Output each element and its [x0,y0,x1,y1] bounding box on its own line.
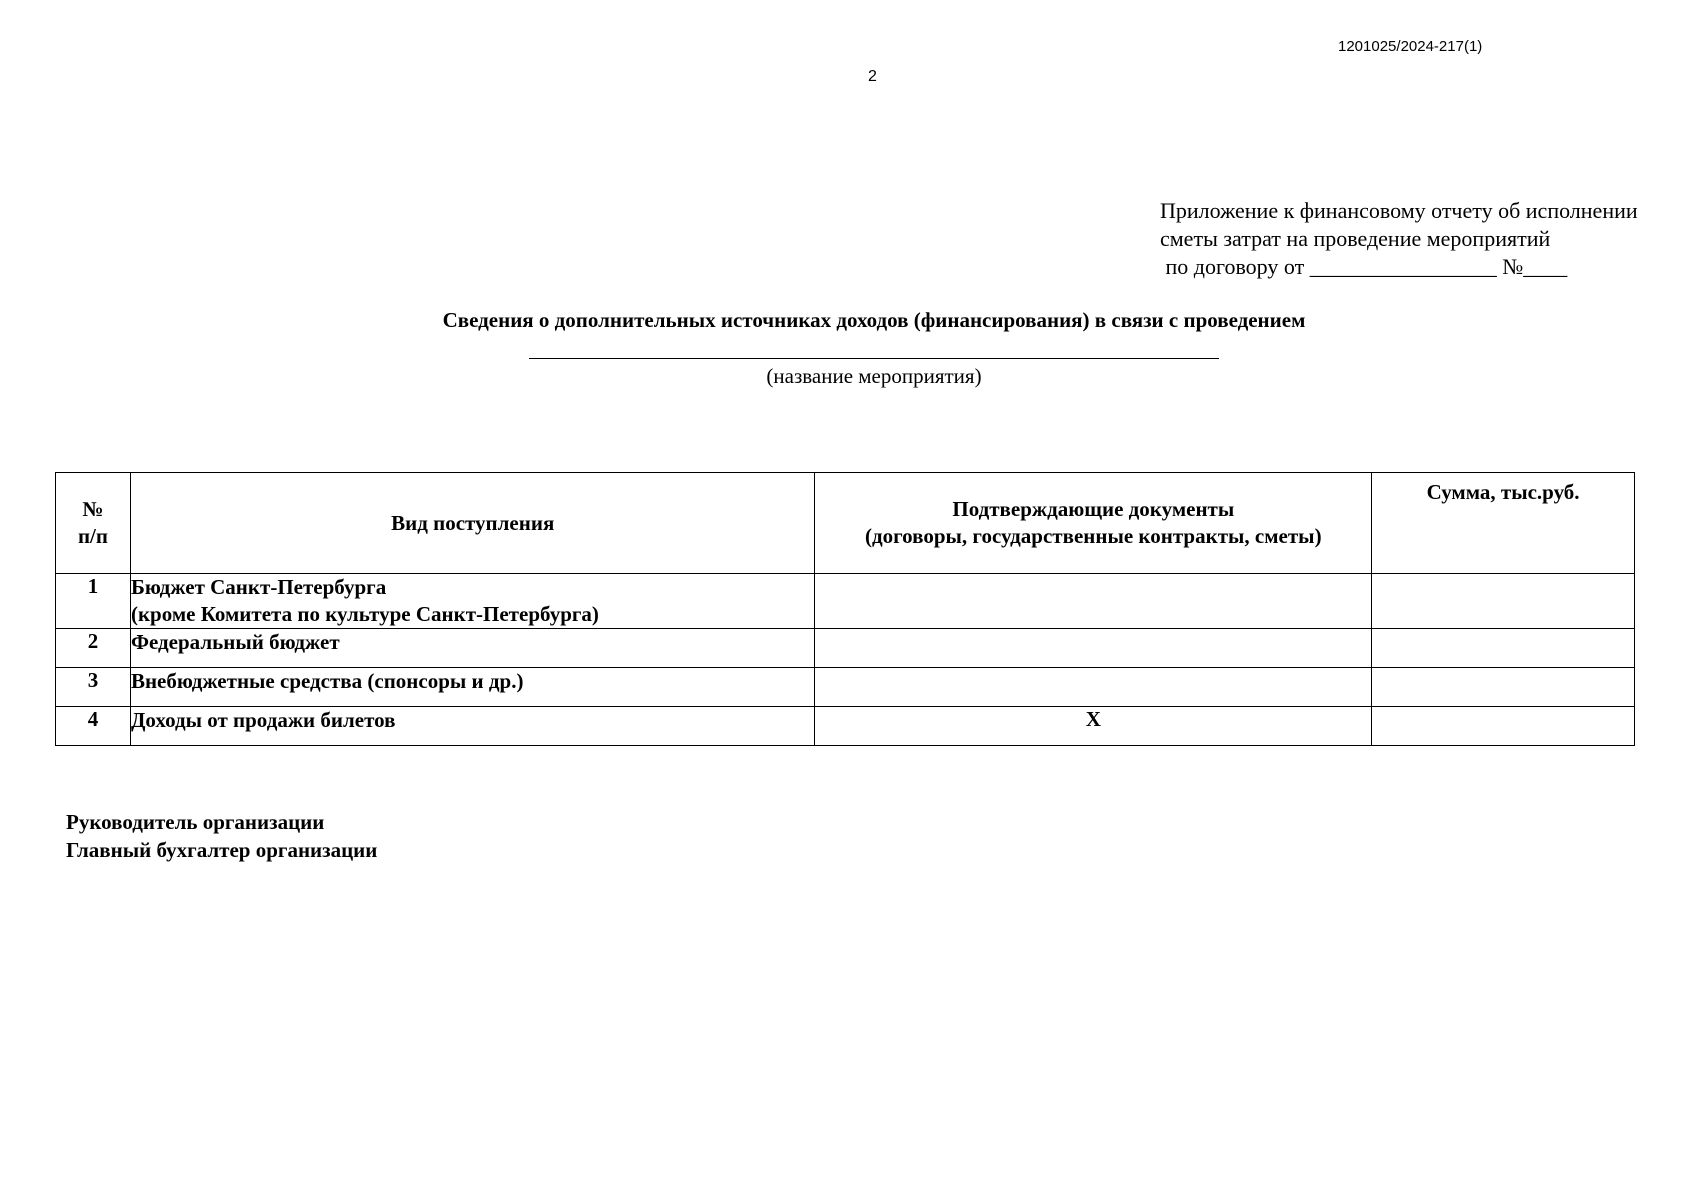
income-sources-table [55,472,1635,746]
row-documents-cell: Х [815,707,1372,746]
table-header-row [56,473,1635,574]
row-income-type: Доходы от продажи билетов [130,707,815,746]
header-sum: Сумма, тыс.руб. [1372,473,1635,574]
event-name-blank-line [529,358,1219,359]
page-number: 2 [868,68,877,85]
header-documents-line-1: Подтверждающие документы [952,497,1235,521]
row-number: 1 [56,574,131,629]
row-sum-cell[interactable] [1372,629,1635,668]
row-documents-cell[interactable] [815,629,1372,668]
appendix-line-3: по договору от _________________ №____ [1160,254,1568,279]
row-income-type: Федеральный бюджет [130,629,815,668]
row-income-type-line-1: Бюджет Санкт-Петербурга [130,575,387,599]
appendix-line-2: сметы затрат на проведение мероприятий [1160,226,1551,251]
header-num-line-2: п/п [77,524,108,548]
table-row [56,574,1635,629]
header-num-line-1: № [82,497,104,521]
appendix-note [1160,197,1638,281]
report-title: Сведения о дополнительных источниках доходов (финансирования) в связи с проведением [442,308,1306,332]
row-documents-cell[interactable] [815,574,1372,629]
appendix-line-1: Приложение к финансовому отчету об исполнении [1160,198,1638,223]
row-documents-cell[interactable] [815,668,1372,707]
row-number: 2 [56,629,131,668]
table-row [56,629,1635,668]
row-sum-cell[interactable] [1372,668,1635,707]
table-row [56,668,1635,707]
document-number: 1201025/2024-217(1) [1338,38,1483,55]
row-income-type-line-2: (кроме Комитета по культуре Санкт-Петербурга) [130,602,599,626]
event-name-caption: (название мероприятия) [766,364,982,388]
row-number: 3 [56,668,131,707]
row-number: 4 [56,707,131,746]
signature-head: Руководитель организации [66,810,325,834]
row-sum-cell[interactable] [1372,707,1635,746]
row-income-type: Внебюджетные средства (спонсоры и др.) [130,668,815,707]
header-income-type: Вид поступления [130,473,815,574]
table-row [56,707,1635,746]
row-income-type [130,574,815,629]
row-sum-cell[interactable] [1372,574,1635,629]
header-documents-line-2: (договоры, государственные контракты, сметы) [865,524,1322,548]
header-num [56,473,131,574]
header-documents [815,473,1372,574]
signature-block [66,808,377,864]
signature-accountant: Главный бухгалтер организации [66,838,378,862]
